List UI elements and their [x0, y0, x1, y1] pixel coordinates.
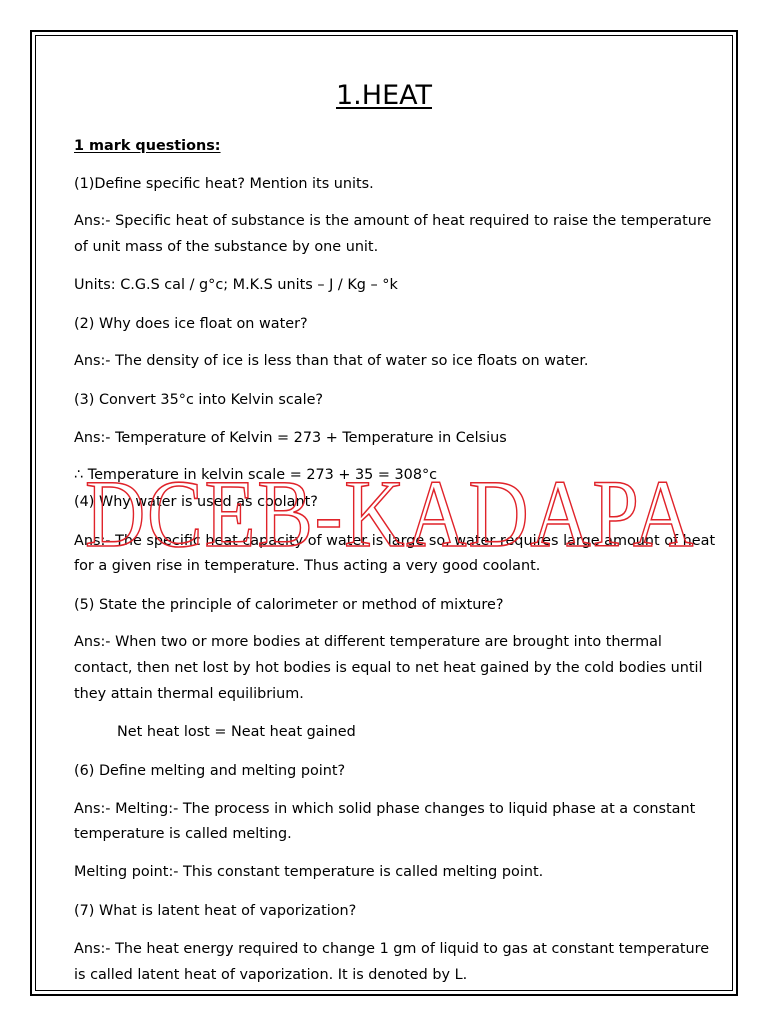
answer-5-line-3: they attain thermal equilibrium. — [74, 686, 304, 702]
answer-6-line-1: Ans:- Melting:- The process in which solid phase changes to liquid phase at a constant — [74, 801, 696, 817]
answer-7-line-1: Ans:- The heat energy required to change 1 gm of liquid to gas at constant temperature — [74, 941, 710, 957]
answer-1-line-2: of unit mass of the substance by one unit. — [74, 239, 379, 255]
question-6: (6) Define melting and melting point? — [74, 763, 346, 779]
answer-5-equation: Net heat lost = Neat heat gained — [117, 724, 356, 740]
question-4: (4) Why water is used as coolant? — [74, 494, 318, 510]
answer-3-line-2: ∴ Temperature in kelvin scale = 273 + 35 = 308°c — [74, 467, 438, 483]
page-title: 1.HEAT — [336, 80, 432, 111]
watermark-text: DCEB-KADAPA — [85, 466, 695, 566]
answer-1-units: Units: C.G.S cal / g°c; M.K.S units – J / Kg – °k — [74, 277, 398, 293]
answer-2: Ans:- The density of ice is less than that of water so ice floats on water. — [74, 353, 589, 369]
question-5: (5) State the principle of calorimeter or method of mixture? — [74, 597, 504, 613]
answer-7-line-2: is called latent heat of vaporization. It is denoted by L. — [74, 967, 468, 983]
answer-6-melting-point: Melting point:- This constant temperature is called melting point. — [74, 864, 544, 880]
answer-1-line-1: Ans:- Specific heat of substance is the amount of heat required to raise the temperature — [74, 213, 712, 229]
question-7: (7) What is latent heat of vaporization? — [74, 903, 357, 919]
answer-6-line-2: temperature is called melting. — [74, 826, 292, 842]
answer-4-line-2: for a given rise in temperature. Thus acting a very good coolant. — [74, 558, 541, 574]
answer-4-line-1: Ans:- The specific heat capacity of water is large so, water requires large amount of heat — [74, 533, 716, 549]
question-3: (3) Convert 35°c into Kelvin scale? — [74, 392, 324, 408]
section-heading: 1 mark questions: — [74, 138, 221, 154]
answer-3-line-1: Ans:- Temperature of Kelvin = 273 + Temperature in Celsius — [74, 430, 507, 446]
answer-5-line-1: Ans:- When two or more bodies at different temperature are brought into thermal — [74, 634, 662, 650]
answer-5-line-2: contact, then net lost by hot bodies is equal to net heat gained by the cold bodies until — [74, 660, 703, 676]
question-1: (1)Define specific heat? Mention its units. — [74, 176, 374, 192]
question-2: (2) Why does ice float on water? — [74, 316, 308, 332]
